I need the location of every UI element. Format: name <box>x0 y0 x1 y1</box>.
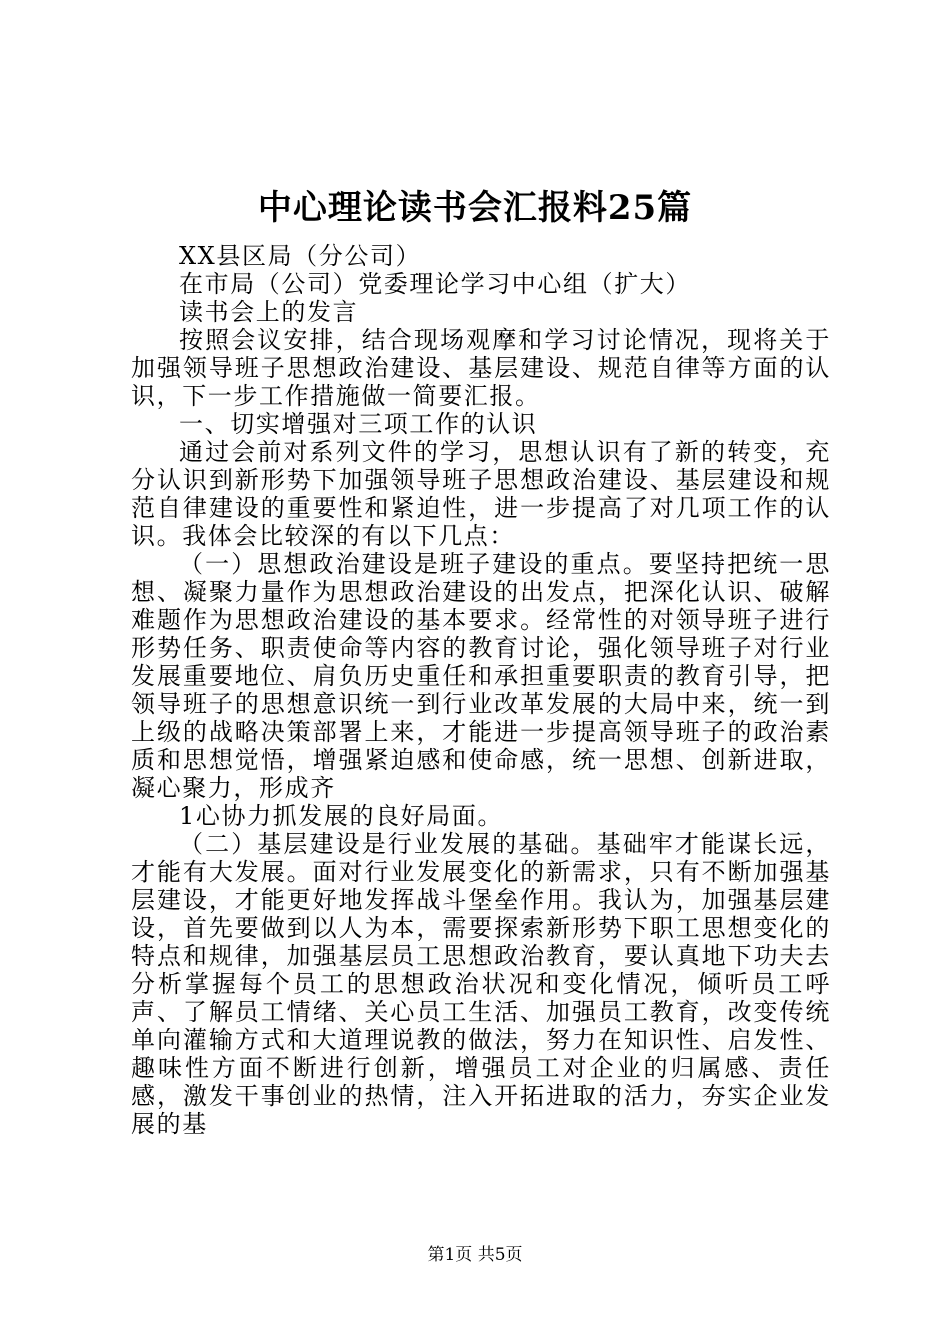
paragraph-org: XX县区局（分公司） <box>179 242 422 270</box>
page-number-footer: 第1页 共5页 <box>427 1245 523 1265</box>
paragraph-study: 通过会前对系列文件的学习，思想认识有了新的转变，充分认识到新形势下加强领导班子思想政治建设、基层建设和规范自律建设的重要性和紧迫性，进一步提高了对几项工作的认识。我体会比较深的有以下几点： <box>131 438 831 550</box>
paragraph-speech: 读书会上的发言 <box>179 298 359 326</box>
document-title: 中心理论读书会汇报料25篇 <box>257 188 693 228</box>
section-heading-1: 一、切实增强对三项工作的认识 <box>179 410 538 438</box>
paragraph-point-1: （一）思想政治建设是班子建设的重点。要坚持把统一思想、凝聚力量作为思想政治建设的出发点，把深化认识、破解难题作为思想政治建设的基本要求。经常性的对领导班子进行形势任务、职责使命等内容的教育讨论，强化领导班子对行业发展重要地位、肩负历史重任和承担重要职责的教育引导，把领导班子的思想意识统一到行业改革发展的大局中来，统一到上级的战略决策部署上来，才能进一步提高领导班子的政治素质和思想觉悟，增强紧迫感和使命感，统一思想、创新进取，凝心聚力，形成齐 <box>131 550 831 802</box>
paragraph-continuation: 1心协力抓发展的良好局面。 <box>179 802 504 830</box>
document-body <box>131 242 831 1138</box>
paragraph-point-2: （二）基层建设是行业发展的基础。基础牢才能谋长远，才能有大发展。面对行业发展变化的新需求，只有不断加强基层建设，才能更好地发挥战斗堡垒作用。我认为，加强基层建设，首先要做到以人为本，需要探索新形势下职工思想变化的特点和规律，加强基层员工思想政治教育，要认真地下功夫去分析掌握每个员工的思想政治状况和变化情况，倾听员工呼声、了解员工情绪、关心员工生活、加强员工教育，改变传统单向灌输方式和大道理说教的做法，努力在知识性、启发性、趣味性方面不断进行创新，增强员工对企业的归属感、责任感，激发干事创业的热情，注入开拓进取的活力，夯实企业发展的基 <box>131 830 831 1138</box>
paragraph-meeting: 在市局（公司）党委理论学习中心组（扩大） <box>179 270 691 298</box>
paragraph-intro: 按照会议安排，结合现场观摩和学习讨论情况，现将关于加强领导班子思想政治建设、基层建设、规范自律等方面的认识，下一步工作措施做一简要汇报。 <box>131 326 831 410</box>
